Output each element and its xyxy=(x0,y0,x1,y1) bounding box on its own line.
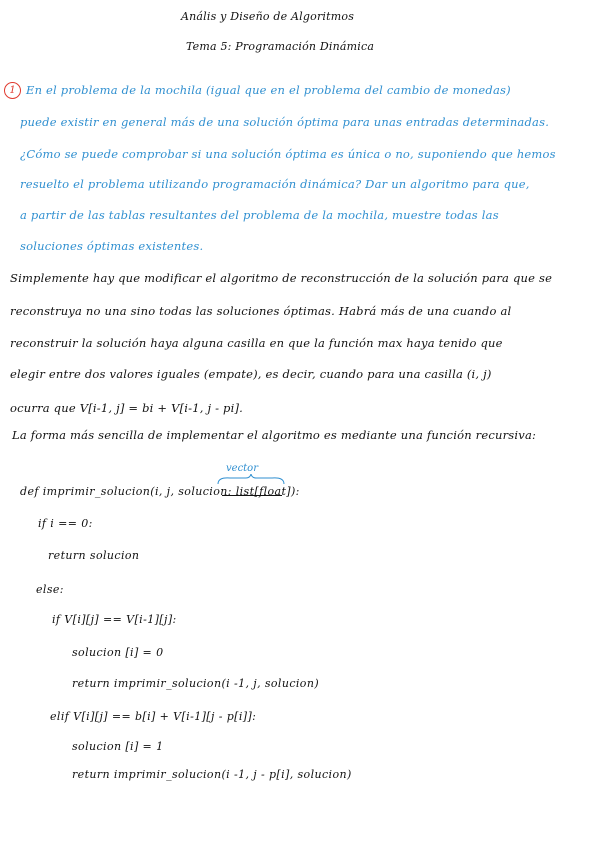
code-line: solucion [i] = 1 xyxy=(72,740,164,753)
answer-line: Simplemente hay que modificar el algoritmo de reconstrucción de la solución para que se xyxy=(10,271,553,285)
exercise-line: puede existir en general más de una solución óptima para unas entradas determinadas. xyxy=(20,115,550,129)
code-line: if V[i][j] == V[i-1][j]: xyxy=(52,613,177,626)
code-line: return solucion xyxy=(48,549,140,562)
exercise-number-badge: 1 xyxy=(4,82,21,99)
topic-title: Tema 5: Programación Dinámica xyxy=(186,40,375,53)
code-line: if i == 0: xyxy=(38,517,93,530)
code-line: elif V[i][j] == b[i] + V[i-1][j - p[i]]: xyxy=(50,710,257,723)
exercise-line: a partir de las tablas resultantes del problema de la mochila, muestre todas las xyxy=(20,208,499,222)
answer-line: La forma más sencilla de implementar el algoritmo es mediante una función recursiva: xyxy=(12,428,537,442)
answer-line: reconstruya no una sino todas las soluciones óptimas. Habrá más de una cuando al xyxy=(10,304,512,318)
code-line: return imprimir_solucion(i -1, j - p[i], solucion) xyxy=(72,768,352,781)
exercise-line: soluciones óptimas existentes. xyxy=(20,239,204,253)
exercise-line: ¿Cómo se puede comprobar si una solución óptima es única o no, suponiendo que hemos xyxy=(20,147,556,161)
answer-line: reconstruir la solución haya alguna casilla en que la función max haya tenido que xyxy=(10,336,503,350)
code-line: def imprimir_solucion(i, j, solucion: list[float]): xyxy=(20,485,300,498)
answer-line: elegir entre dos valores iguales (empate), es decir, cuando para una casilla (i, j) xyxy=(10,367,492,381)
code-line: else: xyxy=(36,583,64,596)
code-line: solucion [i] = 0 xyxy=(72,646,164,659)
exercise-line: En el problema de la mochila (igual que en el problema del cambio de monedas) xyxy=(26,83,511,97)
course-title: Anális y Diseño de Algoritmos xyxy=(181,10,355,23)
answer-line: ocurra que V[i-1, j] = bi + V[i-1, j - pi]. xyxy=(10,401,244,415)
exercise-line: resuelto el problema utilizando programación dinámica? Dar un algoritmo para que, xyxy=(20,177,530,191)
vector-annotation: vector xyxy=(226,463,258,474)
code-line: return imprimir_solucion(i -1, j, solucion) xyxy=(72,677,320,690)
